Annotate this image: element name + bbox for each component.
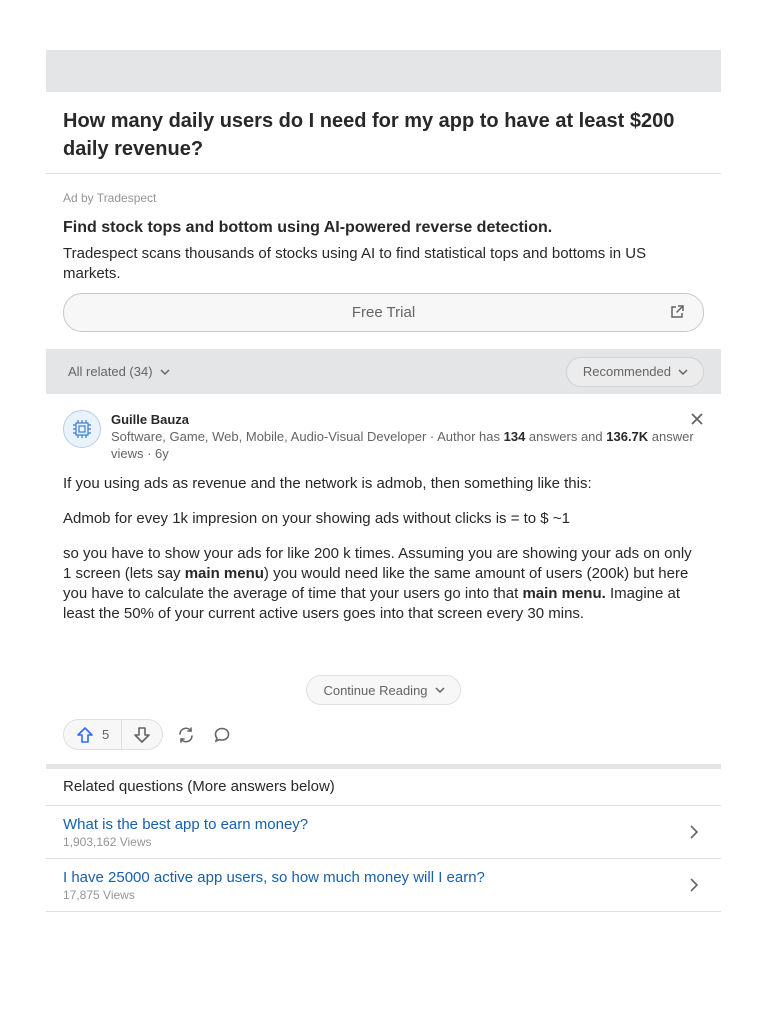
answers-filter-bar bbox=[46, 349, 721, 394]
view-count: 136.7K bbox=[606, 429, 649, 444]
bold-text: main menu bbox=[184, 565, 264, 582]
close-icon[interactable] bbox=[690, 412, 704, 426]
chevron-right-icon bbox=[689, 877, 699, 893]
related-question-views: 17,875 Views bbox=[63, 888, 135, 902]
ad-label[interactable]: Ad by Tradespect bbox=[63, 191, 157, 205]
credential-text: Software, Game, Web, Mobile, Audio-Visual Developer · Author has bbox=[111, 429, 504, 444]
continue-wrap bbox=[63, 675, 704, 705]
downvote-icon bbox=[133, 726, 151, 744]
related-question-link[interactable]: What is the best app to earn money? bbox=[63, 816, 309, 833]
sort-label: Recommended bbox=[582, 364, 671, 379]
chevron-down-icon bbox=[434, 684, 446, 696]
related-question-views: 1,903,162 Views bbox=[63, 835, 152, 849]
share-button[interactable] bbox=[173, 722, 199, 748]
list-item[interactable] bbox=[46, 859, 721, 912]
chevron-down-icon bbox=[677, 366, 689, 378]
chip-icon bbox=[70, 417, 94, 441]
related-questions bbox=[46, 769, 721, 912]
answer-actions bbox=[63, 719, 704, 764]
ad-block bbox=[46, 174, 721, 349]
external-link-icon bbox=[669, 304, 685, 320]
author-name[interactable]: Guille Bauza bbox=[111, 412, 190, 427]
credential-text: answers and bbox=[525, 429, 607, 444]
related-heading: Related questions (More answers below) bbox=[46, 769, 721, 806]
credential-text: answer views · 6y bbox=[111, 429, 694, 461]
all-related-label: All related (34) bbox=[68, 364, 153, 379]
bold-text: main menu. bbox=[522, 585, 606, 602]
answer-paragraph: If you using ads as revenue and the network is admob, then something like this: bbox=[63, 475, 592, 492]
author-info bbox=[111, 410, 704, 462]
list-item[interactable] bbox=[46, 806, 721, 859]
chevron-down-icon bbox=[159, 366, 171, 378]
question-card bbox=[46, 50, 721, 912]
continue-reading-button[interactable] bbox=[306, 675, 460, 705]
text: ) you would need like the same amount of users (200k) but here you have to calculate the average of time that your users go into that bbox=[63, 565, 689, 602]
chevron-right-icon bbox=[689, 824, 699, 840]
free-trial-button[interactable] bbox=[63, 293, 704, 332]
vote-control bbox=[63, 719, 163, 750]
ad-headline[interactable]: Find stock tops and bottom using AI-powered reverse detection. bbox=[63, 219, 553, 236]
continue-reading-label: Continue Reading bbox=[323, 682, 428, 698]
upvote-icon bbox=[76, 726, 94, 744]
comment-icon bbox=[212, 725, 232, 745]
author-row bbox=[63, 410, 704, 462]
reshare-icon bbox=[176, 725, 196, 745]
answer-paragraph: Admob for evey 1k impresion on your showing ads without clicks is = to $ ~1 bbox=[63, 510, 570, 527]
free-trial-label: Free Trial bbox=[351, 304, 416, 321]
author-credential bbox=[111, 428, 704, 462]
text: Imagine at least the 50% of your current active users goes into that screen every 30 mins. bbox=[63, 585, 681, 622]
top-banner bbox=[46, 50, 721, 92]
related-question-link[interactable]: I have 25000 active app users, so how much money will I earn? bbox=[63, 869, 485, 886]
comment-button[interactable] bbox=[209, 722, 235, 748]
all-related-dropdown[interactable] bbox=[68, 364, 171, 379]
upvote-count: 5 bbox=[102, 727, 110, 742]
answer-body bbox=[63, 474, 704, 624]
avatar[interactable] bbox=[63, 410, 101, 448]
downvote-button[interactable] bbox=[122, 720, 162, 749]
answer-paragraph bbox=[63, 544, 704, 624]
ad-body[interactable]: Tradespect scans thousands of stocks using AI to find statistical tops and bottoms in US markets. bbox=[63, 245, 647, 282]
upvote-button[interactable] bbox=[64, 720, 122, 749]
answer bbox=[46, 394, 721, 764]
question-title[interactable]: How many daily users do I need for my app to have at least $200 daily revenue? bbox=[46, 92, 721, 174]
text: so you have to show your ads for like 200 k times. Assuming you are showing your ads on only 1 screen (lets say bbox=[63, 545, 692, 582]
sort-dropdown[interactable] bbox=[566, 357, 704, 387]
answer-count: 134 bbox=[503, 429, 526, 444]
